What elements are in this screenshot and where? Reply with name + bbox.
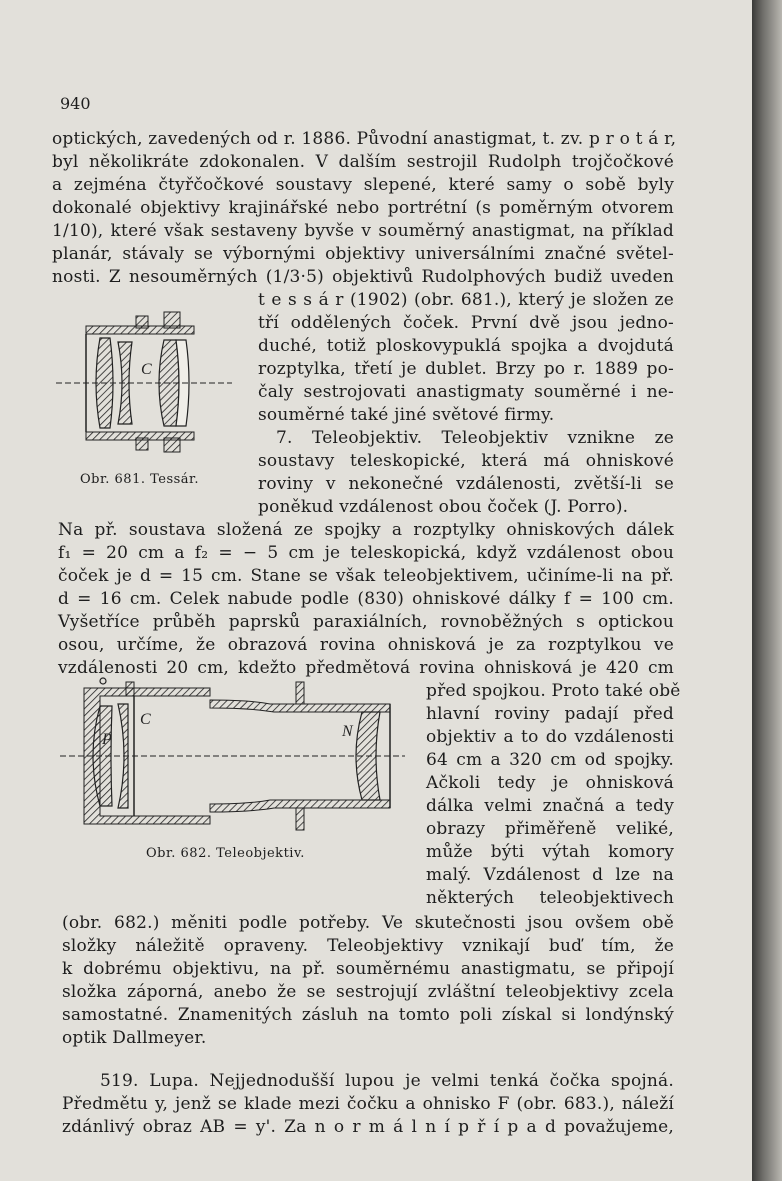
text-line: t e s s á r (1902) (obr. 681.), který je složen ze [258, 290, 674, 310]
text-line: 7. Teleobjektiv. Teleobjektiv vznikne ze [276, 428, 674, 448]
text-line: Vyšetříce průběh paprsků paraxiálních, rovnoběžných s optickou [58, 612, 674, 632]
text-line: vzdálenosti 20 cm, kdežto předmětová rovina ohnisková je 420 cm [58, 658, 674, 678]
book-gutter [752, 0, 782, 1181]
teleobjective-figure [60, 676, 405, 846]
text-line: byl několikráte zdokonalen. V dalším sestrojil Rudolph trojčočkové [52, 152, 674, 172]
text-line: k dobrému objektivu, na př. souměrnému anastigmatu, se připojí [62, 959, 674, 979]
text-line: dokonalé objektivy krajinářské nebo portrétní (s poměrným otvorem [52, 198, 674, 218]
text-line: hlavní roviny padají před [426, 704, 674, 724]
text-line: d = 16 cm. Celek nabude podle (830) ohniskové dálky f = 100 cm. [58, 589, 674, 609]
lens-label-c: C [140, 711, 151, 728]
figure-caption-682: Obr. 682. Teleobjektiv. [146, 846, 305, 861]
text-line: malý. Vzdálenost d lze na [426, 865, 674, 885]
tessar-lens-figure [56, 306, 238, 456]
text-line: Ačkoli tedy je ohnisková [426, 773, 674, 793]
text-line: duché, totiž ploskovypuklá spojka a dvojdutá [258, 336, 674, 356]
text-line: soustavy teleskopické, která má ohniskové [258, 451, 674, 471]
text-line: Na př. soustava složená ze spojky a rozptylky ohniskových dálek [58, 520, 674, 540]
text-line: tří oddělených čoček. První dvě jsou jedno- [258, 313, 674, 333]
text-line: (obr. 682.) měniti podle potřeby. Ve skutečnosti jsou ovšem obě [62, 913, 674, 933]
text-line: samostatné. Znamenitých zásluh na tomto poli získal si londýnský [62, 1005, 674, 1025]
lens-label-n: N [342, 723, 353, 740]
text-line: rozptylka, třetí je dublet. Brzy po r. 1889 po- [258, 359, 674, 379]
text-line: roviny v nekonečné vzdálenosti, zvětší-li se [258, 474, 674, 494]
text-line: obrazy přiměřeně veliké, [426, 819, 674, 839]
page-number: 940 [60, 94, 91, 113]
text-line: nosti. Z nesouměrných (1/3·5) objektivů Rudolphových budiž uveden [52, 267, 674, 287]
text-line: složky náležitě opraveny. Teleobjektivy vznikají buď tím, že [62, 936, 674, 956]
text-line: některých teleobjektivech [426, 888, 674, 908]
text-line: čoček je d = 15 cm. Stane se však teleobjektivem, učiníme-li na př. [58, 566, 674, 586]
text-line: zdánlivý obraz AB = y'. Za n o r m á l n í p ř í p a d považujeme, [62, 1117, 674, 1137]
text-line: 519. Lupa. Nejjednodušší lupou je velmi tenká čočka spojná. [100, 1071, 674, 1091]
text-line: a zejména čtyřčočkové soustavy slepené, které samy o sobě byly [52, 175, 674, 195]
text-line: objektiv a to do vzdálenosti [426, 727, 674, 747]
figure-caption-681: Obr. 681. Tessár. [80, 472, 199, 487]
text-line: před spojkou. Proto také obě [426, 681, 681, 701]
lens-label-c: C [141, 361, 152, 378]
text-line: může býti výtah komory [426, 842, 674, 862]
text-line: 64 cm a 320 cm od spojky. [426, 750, 674, 770]
text-line: Předmětu y, jenž se klade mezi čočku a ohnisko F (obr. 683.), náleží [62, 1094, 674, 1114]
text-line: planár, stávaly se výbornými objektivy universálními značné světel- [52, 244, 674, 264]
text-line: dálka velmi značná a tedy [426, 796, 674, 816]
text-line: čaly sestrojovati anastigmaty souměrné i ne- [258, 382, 674, 402]
lens-label-p: P [102, 731, 112, 748]
text-line: souměrné také jiné světové firmy. [258, 405, 555, 425]
text-line: f₁ = 20 cm a f₂ = − 5 cm je teleskopická, když vzdálenost obou [58, 543, 674, 563]
text-line: poněkud vzdálenost obou čoček (J. Porro). [258, 497, 629, 517]
text-line: optických, zavedených od r. 1886. Původní anastigmat, t. zv. p r o t á r, [52, 129, 677, 149]
text-line: 1/10), které však sestaveny byvše v souměrný anastigmat, na příklad [52, 221, 674, 241]
text-line: osou, určíme, že obrazová rovina ohnisková je za rozptylkou ve [58, 635, 674, 655]
text-line: optik Dallmeyer. [62, 1028, 207, 1048]
text-line: složka záporná, anebo že se sestrojují zvláštní teleobjektivy zcela [62, 982, 674, 1002]
